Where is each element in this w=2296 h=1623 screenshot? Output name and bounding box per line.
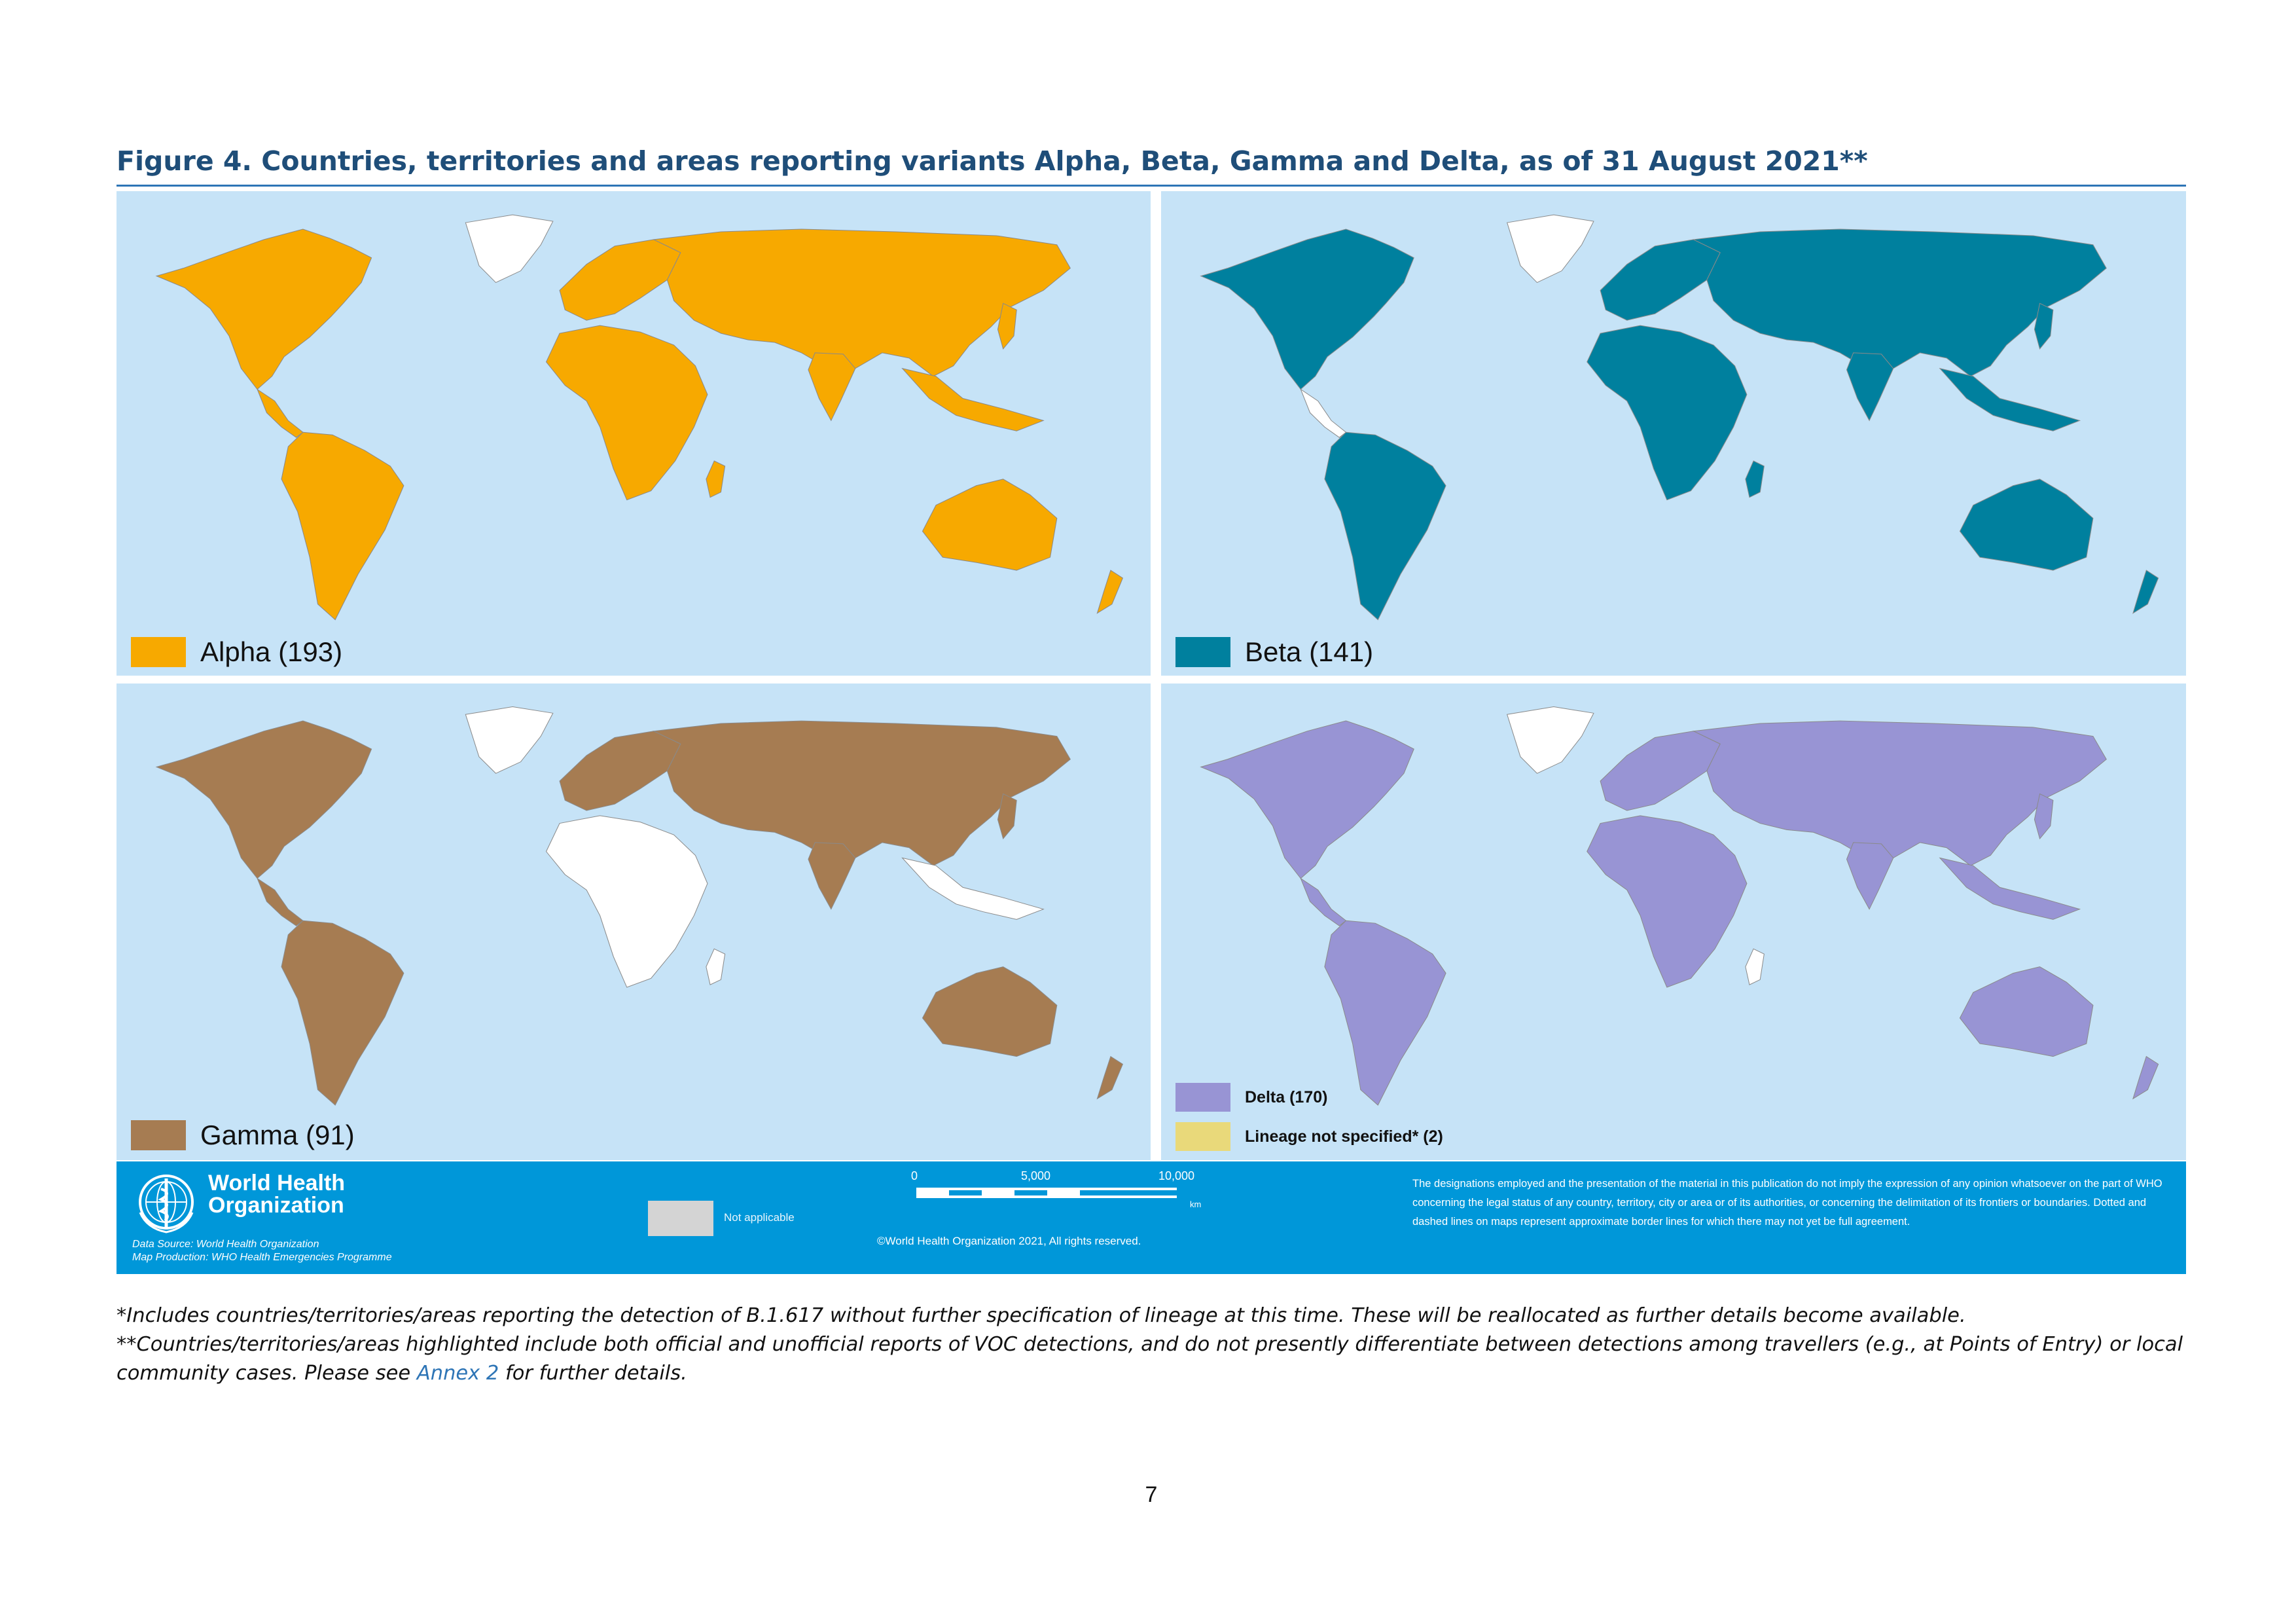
landmass-australia xyxy=(1960,479,2092,570)
landmass-madagascar xyxy=(706,949,725,985)
map-footer xyxy=(117,1161,2186,1274)
who-name-line1: World Health xyxy=(208,1171,346,1195)
landmass-africa xyxy=(547,816,708,987)
legend-label-beta: Beta (141) xyxy=(1245,636,1374,667)
scale-tick-10000: 10,000 xyxy=(1158,1169,1195,1182)
scale-tick-5000: 5,000 xyxy=(1021,1169,1051,1182)
legend-swatch-lineage xyxy=(1175,1122,1230,1151)
footnote-2-tail: for further details. xyxy=(499,1362,687,1385)
world-map-alpha xyxy=(117,191,1151,676)
landmass-centralAmerica xyxy=(257,879,303,926)
landmass-india xyxy=(1847,843,1893,909)
figure-title: Figure 4. Countries, territories and areas reporting variants Alpha, Beta, Gamma and Delta, as of 31 August 2021** xyxy=(117,145,2186,187)
legend-beta xyxy=(1175,636,1373,668)
legend-label-gamma: Gamma (91) xyxy=(200,1120,355,1150)
map-panel-gamma xyxy=(117,684,1151,1160)
map-production: Map Production: WHO Health Emergencies Programme xyxy=(132,1252,392,1263)
landmass-africa xyxy=(1587,325,1747,500)
landmass-europe xyxy=(560,240,681,320)
landmass-europe xyxy=(1600,240,1720,320)
landmass-europe xyxy=(1600,731,1720,811)
landmass-newZealand xyxy=(2133,1057,2159,1099)
landmass-newZealand xyxy=(1097,570,1122,613)
legend-delta xyxy=(1175,1083,1327,1112)
landmass-seAsia xyxy=(1940,858,2080,919)
footnote-1: *Includes countries/territories/areas reporting the detection of B.1.617 without further specification of lineage at this time. These will be reallocated as further details become available. xyxy=(117,1304,1966,1327)
scale-tick-0: 0 xyxy=(911,1169,918,1182)
not-applicable-label: Not applicable xyxy=(724,1211,795,1224)
landmass-greenland xyxy=(465,215,552,282)
landmass-newZealand xyxy=(2133,570,2159,613)
landmass-africa xyxy=(1587,816,1747,987)
who-name xyxy=(208,1172,345,1216)
landmass-asia xyxy=(654,229,1071,376)
footnote-2-line2 xyxy=(117,1362,687,1385)
landmass-newZealand xyxy=(1097,1057,1122,1099)
page-number: 7 xyxy=(1145,1482,1158,1507)
landmass-northAmerica xyxy=(156,229,372,390)
data-source: Data Source: World Health Organization xyxy=(132,1239,319,1250)
landmass-greenland xyxy=(1507,215,1594,282)
legend-gamma xyxy=(131,1120,355,1151)
landmass-seAsia xyxy=(1940,369,2080,431)
landmass-europe xyxy=(560,731,681,811)
copyright: ©World Health Organization 2021, All rights reserved. xyxy=(877,1235,1141,1247)
landmass-asia xyxy=(654,721,1071,866)
landmass-india xyxy=(808,843,855,909)
landmass-australia xyxy=(1960,967,2092,1057)
not-applicable-swatch xyxy=(648,1201,713,1236)
landmass-madagascar xyxy=(706,461,725,498)
landmass-southAmerica xyxy=(1325,921,1446,1105)
who-emblem-icon xyxy=(132,1169,200,1237)
landmass-asia xyxy=(1694,721,2107,866)
legend-label-alpha: Alpha (193) xyxy=(200,636,343,667)
legend-swatch-delta xyxy=(1175,1083,1230,1112)
landmass-madagascar xyxy=(1746,949,1764,985)
legend-alpha xyxy=(131,636,342,668)
scale-unit: km xyxy=(1190,1199,1202,1209)
landmass-southAmerica xyxy=(281,921,404,1105)
footnote-2-text: community cases. Please see xyxy=(117,1362,417,1385)
landmass-seAsia xyxy=(903,858,1044,919)
world-map-gamma xyxy=(117,684,1151,1160)
landmass-greenland xyxy=(1507,707,1594,774)
landmass-northAmerica xyxy=(1201,721,1414,879)
scale-bar xyxy=(911,1169,1195,1201)
landmass-southAmerica xyxy=(281,432,404,619)
landmass-seAsia xyxy=(903,369,1044,431)
landmass-india xyxy=(1847,353,1893,420)
map-panel-delta xyxy=(1161,684,2186,1160)
legend-label-delta: Delta (170) xyxy=(1245,1087,1328,1106)
scale-bar-graphic xyxy=(916,1185,1178,1201)
map-panel-beta xyxy=(1161,191,2186,676)
world-map-beta xyxy=(1161,191,2186,676)
landmass-greenland xyxy=(465,707,552,774)
disclaimer: The designations employed and the presentation of the material in this publication do not imply the expression of any opinion whatsoever on the part of WHO concerning the legal status of any country, territory, city or area or of its authorities, or concerning the delimitation of its frontiers or boundaries. Dotted and dashed lines on maps represent approximate border lines for which there may not yet be full agreement. xyxy=(1412,1178,2162,1228)
legend-swatch-gamma xyxy=(131,1120,186,1150)
legend-swatch-beta xyxy=(1175,637,1230,667)
who-name-line2: Organization xyxy=(208,1193,344,1218)
legend-label-lineage: Lineage not specified* (2) xyxy=(1245,1127,1443,1146)
landmass-india xyxy=(808,353,855,420)
landmass-madagascar xyxy=(1746,461,1764,498)
legend-lineage-not-specified xyxy=(1175,1122,1443,1151)
landmass-asia xyxy=(1694,229,2107,376)
landmass-australia xyxy=(922,479,1056,570)
landmass-centralAmerica xyxy=(257,390,303,438)
landmass-centralAmerica xyxy=(1300,390,1346,438)
footnote-2-line1: **Countries/territories/areas highlighted include both official and unofficial reports of VOC detections, and do not presently differentiate between detections among travellers (e.g., at Points of Entry) or local xyxy=(117,1333,2183,1356)
legend-swatch-alpha xyxy=(131,637,186,667)
landmass-africa xyxy=(547,325,708,500)
annex-2-link[interactable]: Annex 2 xyxy=(416,1362,499,1385)
landmass-southAmerica xyxy=(1325,432,1446,619)
landmass-northAmerica xyxy=(1201,229,1414,390)
landmass-centralAmerica xyxy=(1300,879,1346,926)
landmass-northAmerica xyxy=(156,721,372,879)
landmass-australia xyxy=(922,967,1056,1057)
map-panel-alpha xyxy=(117,191,1151,676)
